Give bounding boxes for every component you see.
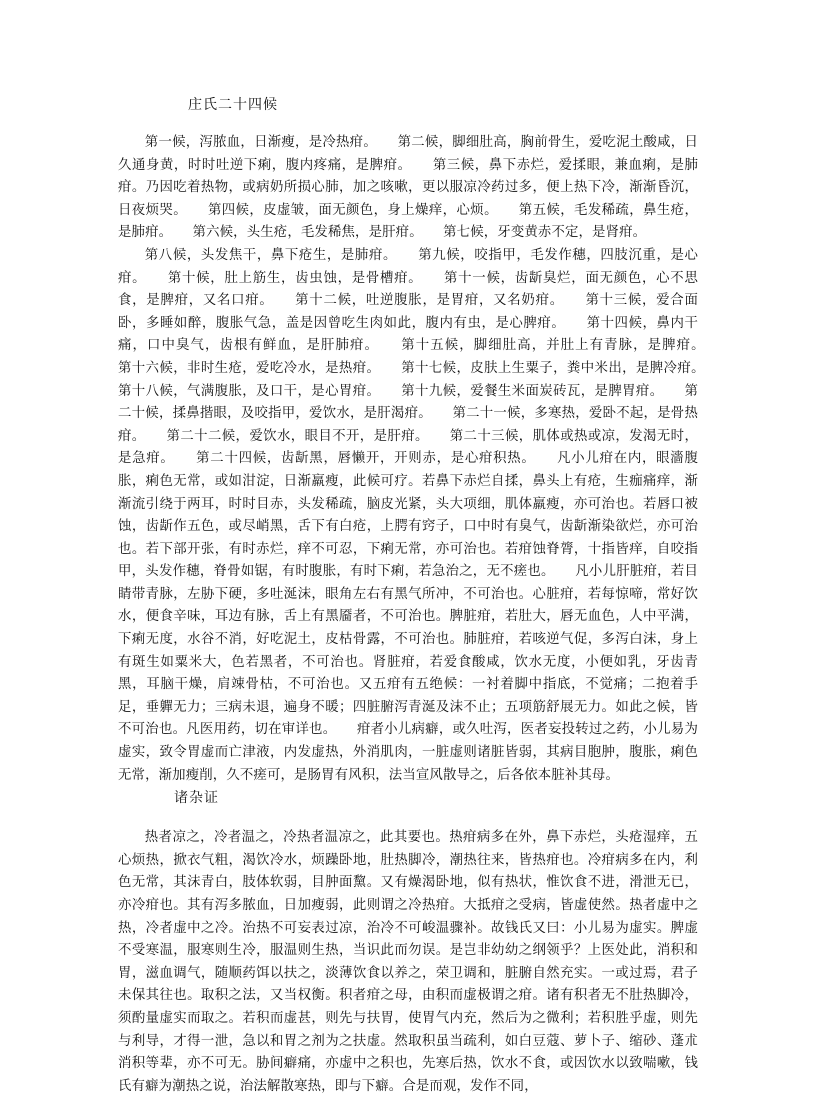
document-body [118,94,726,1098]
section-title-miscellaneous-syndromes: 诸杂证 [174,790,219,807]
body-paragraph: 第八候，头发焦干，鼻下疮生，是肺疳。 第九候，咬指甲，毛发作穗，四肢沉重，是心疳。 第十候，肚上筋生，齿虫蚀，是骨槽疳。 第十一候，齿龂臭烂，面无颜色，心不思食，是脾疳，又名口疳。 第十二候，吐逆腹胀，是胃疳，又名奶疳。 第十三候，爱合面卧，多睡如醉，腹胀气急，盖是因曾吃生肉如此，腹内有虫，是心脾疳。 第十四候，鼻内干痛，口中臭气，齿根有鲜血，是肝肺疳。 第十五候，脚细肚高，并肚上有青脉，是脾疳。 第十六候，非时生疮，爱吃冷水，是热疳。 第十七候，皮肤上生粟子，粪中米出，是脾冷疳。 第十八候，气满腹胀，及口干，是心胃疳。 第十九候，爱餐生米面炭砖瓦，是脾胃疳。 第二十候，揉鼻揩眼，及咬指甲，爱饮水，是肝渴疳。 第二十一候，多寒热，爱卧不起，是骨热疳。 第二十二候，爱饮水，眼目不开，是肝疳。 第二十三候，肌体或热或凉，发渴无时，是急疳。 第二十四候，齿龂黑，唇懒开，开则赤，是心疳积热。 凡小儿疳在内，眼濇腹胀，痢色无常，或如泔淀，日渐羸瘦，此候可疗。若鼻下赤烂自揉，鼻头上有疮，生痂痛痒，渐渐流引绕于两耳，时时目赤，头发稀疏，脑皮光紧，头大项细，肌体羸瘦，亦可治也。若唇口被蚀，齿龂作五色，或尽峭黑，舌下有白疮，上腭有窍子，口中时有臭气，齿龂渐染欲烂，亦可治也。若下部开张，有时赤烂，痒不可忍，下痢无常，亦可治也。若疳蚀脊膂，十指皆痒，自咬指甲，头发作穗，脊骨如锯，有时腹胀，有时下痢，若急治之，无不瘥也。 凡小儿肝脏疳，若目睛带青脉，左胁下硬，多吐涎沫，眼角左右有黑气所冲，不可治也。心脏疳，若每惊啼，常好饮水，便食辛味，耳边有脉，舌上有黑靥者，不可治也。脾脏疳，若肚大，唇无血色，人中平满，下痢无度，水谷不消，好吃泥土，皮枯骨露，不可治也。肺脏疳，若咳逆气促，多泻白沫，身上有斑生如粟米大，色若黑者，不可治也。肾脏疳，若爱食酸咸，饮水无度，小便如乳，牙齿青黑，耳脑干燥，肩竦骨枯，不可治也。又五疳有五绝候：一衬着脚中指底，不觉痛；二抱着手足，垂軃无力；三病未退，遍身不暖；四脏腑泻青涎及沫不止；五项筋舒展无力。如此之候，皆不可治也。凡医用药，切在审详也。 疳者小儿病癖，或久吐泻，医者妄投转过之药，小儿易为虚实，致令胃虚而亡津液，内发虚热，外消肌肉，一脏虚则诸脏皆弱，其病目胞肿，腹胀，痢色无常，渐加瘦削，久不瘥可，是肠胃有风积，法当宣风散导之，后各依本脏补其母。 [118,247,726,783]
section-title-zhuang-24-signs: 庄氏二十四候 [188,97,278,113]
body-paragraph: 热者凉之，冷者温之，冷热者温凉之，此其要也。热疳病多在外，鼻下赤烂，头疮湿痒，五心烦热，掀衣气粗，渴饮冷水，烦躁卧地，肚热脚冷，潮热往来，皆热疳也。冷疳病多在内，利色无常，其沫青白，肢体软弱，目肿面黧。又有燥渴卧地，似有热状，惟饮食不进，滑泄无已，亦冷疳也。其有泻多脓血，日加瘦弱，此则谓之冷热疳。大抵疳之受病，皆虚使然。热者虚中之热，冷者虚中之冷。治热不可妄表过凉，治冷不可峻温骤补。故钱氏又曰：小儿易为虚实。脾虚不受寒温，服寒则生冷，服温则生热，当识此而勿误。是岂非幼幼之纲领乎？上医处此，消积和胃，滋血调气，随顺药饵以扶之，淡薄饮食以养之，荣卫调和，脏腑自然充实。一或过焉，君子未保其往也。取积之法，又当权衡。积者疳之母，由积而虚极谓之疳。诸有积者无不肚热脚冷，须酌量虚实而取之。若积而虚甚，则先与扶胃，使胃气内充，然后为之微利；若积胜乎虚，则先与利导，才得一泄，急以和胃之剂为之扶虚。然取积虽当疏利，如白豆蔻、萝卜子、缩砂、蓬朮消积等辈，亦不可无。胁间癖痛，亦虚中之积也，先寒后热，饮水不食，或因饮水以致喘嗽，钱氏有癖为潮热之说，治法解散寒热，即与下癖。合是而观，发作不同， [118,830,698,1094]
body-paragraph: 第一候，泻脓血，日渐瘦，是冷热疳。 第二候，脚细肚高，胸前骨生，爱吃泥土酸咸，日久通身黄，时时吐逆下痢，腹内疼痛，是脾疳。 第三候，鼻下赤烂，爱揉眼，兼血痢，是肺疳。乃因吃着热物，或病奶所损心肺，加之咳嗽，更以服凉冷药过多，便上热下冷，渐渐昏沉，日夜烦哭。 第四候，皮虚皱，面无颜色，身上燥痒，心烦。 第五候，毛发稀疏，鼻生疮，是肺疳。 第六候，头生疮，毛发稀焦，是肝疳。 第七候，牙变黄赤不定，是肾疳。 [118,135,698,241]
